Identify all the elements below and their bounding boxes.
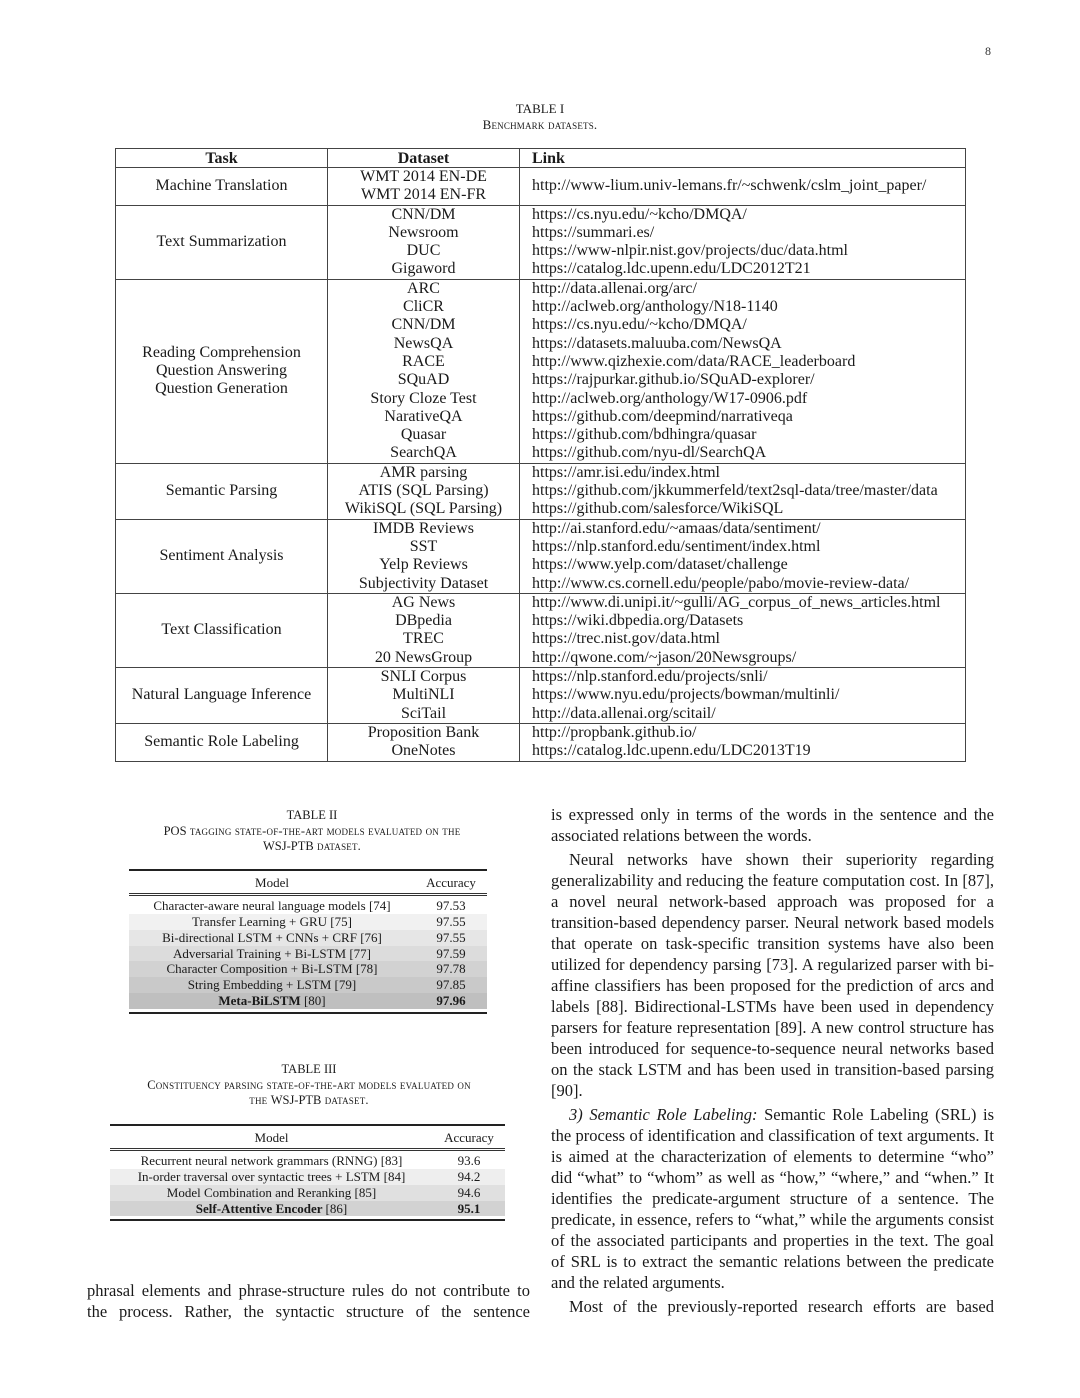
link-cell-line[interactable]: http://qwone.com/~jason/20Newsgroups/ — [532, 648, 797, 666]
model-cell — [129, 898, 415, 914]
dataset-cell-line: Yelp Reviews — [379, 556, 468, 574]
section-heading-srl: 3) Semantic Role Labeling: — [569, 1105, 758, 1124]
dataset-cell — [328, 593, 520, 667]
model-cell — [129, 993, 415, 1009]
link-cell-line[interactable]: https://cs.nyu.edu/~kcho/DMQA/ — [532, 316, 747, 334]
dataset-cell-line: WMT 2014 EN-FR — [360, 186, 487, 204]
dataset-cell-line: SST — [409, 537, 438, 555]
task-cell-line: Semantic Parsing — [165, 482, 278, 500]
dataset-cell — [328, 279, 520, 463]
link-cell-line[interactable]: http://www.qizhexie.com/data/RACE_leaderboard — [532, 352, 856, 370]
citation-ref[interactable]: [78] — [355, 961, 378, 977]
table3-caption-dataset: dataset. — [321, 1093, 369, 1107]
table-row — [110, 1185, 505, 1201]
link-cell-line[interactable]: https://github.com/deepmind/narrativeqa — [532, 407, 793, 425]
header-model: Model — [254, 1130, 289, 1145]
model-cell — [110, 1201, 433, 1217]
header-dataset: Dataset — [328, 149, 520, 168]
citation-ref[interactable]: [75] — [330, 914, 352, 930]
dataset-cell-line: ARC — [407, 279, 440, 297]
citation-ref[interactable]: [80] — [303, 993, 326, 1009]
accuracy-cell: 97.55 — [436, 914, 466, 930]
accuracy-cell: 97.85 — [436, 977, 466, 993]
table1-row — [116, 668, 966, 724]
accuracy-cell: 97.55 — [436, 929, 466, 945]
dataset-cell-line: DBpedia — [395, 612, 452, 630]
table1-label: TABLE I — [515, 101, 565, 116]
table-row — [129, 898, 487, 914]
table3-label: TABLE III — [281, 1062, 337, 1076]
left-column — [87, 1280, 530, 1322]
header-accuracy: Accuracy — [426, 875, 476, 890]
dataset-cell-line: IMDB Reviews — [373, 519, 474, 537]
dataset-cell-line: SNLI Corpus — [380, 668, 467, 686]
table2-wrapper — [129, 869, 487, 1014]
link-cell — [520, 723, 966, 761]
dataset-cell-line: MultiNLI — [392, 686, 455, 704]
dataset-cell-line: ATIS (SQL Parsing) — [358, 482, 489, 500]
left-column-paragraph: phrasal elements and phrase-structure rules do not contribute to the process. Rather, the syntactic structure of the sentence — [87, 1281, 530, 1321]
dataset-cell — [328, 519, 520, 593]
dataset-cell — [328, 205, 520, 279]
link-cell-line[interactable]: http://data.allenai.org/arc/ — [532, 279, 697, 297]
model-name: Character-aware neural language models — [153, 898, 366, 914]
task-cell-line: Natural Language Inference — [131, 686, 312, 704]
link-cell-line[interactable]: https://datasets.maluuba.com/NewsQA — [532, 334, 782, 352]
dataset-cell-line: Newsroom — [388, 223, 459, 241]
citation-ref[interactable]: [79] — [334, 977, 357, 993]
table1-row — [116, 205, 966, 279]
dataset-cell-line: WikiSQL (SQL Parsing) — [344, 500, 503, 518]
link-cell-line[interactable]: http://aclweb.org/anthology/W17-0906.pdf — [532, 389, 808, 407]
table1-title: Benchmark datasets. — [482, 117, 598, 132]
dataset-cell-line: Story Cloze Test — [370, 389, 477, 407]
citation-ref[interactable]: [85] — [354, 1184, 377, 1200]
model-cell — [110, 1185, 433, 1201]
link-cell-line[interactable]: https://nlp.stanford.edu/sentiment/index.html — [532, 537, 821, 555]
dataset-cell — [328, 668, 520, 724]
accuracy-cell: 95.1 — [457, 1200, 481, 1216]
bottomrule — [110, 1216, 505, 1220]
pos-tagging-table — [129, 869, 487, 1014]
link-cell-line[interactable]: https://amr.isi.edu/index.html — [532, 463, 720, 481]
link-cell-line[interactable]: https://catalog.ldc.upenn.edu/LDC2012T21 — [532, 260, 811, 278]
link-cell — [520, 279, 966, 463]
table-row — [129, 977, 487, 993]
page-number: 8 — [985, 44, 991, 58]
dataset-cell — [328, 723, 520, 761]
citation-ref[interactable]: [84] — [383, 1169, 406, 1185]
link-cell — [520, 593, 966, 667]
link-cell-line[interactable]: https://github.com/bdhingra/quasar — [532, 426, 757, 444]
table-row — [129, 914, 487, 930]
link-cell-line[interactable]: http://propbank.github.io/ — [532, 723, 697, 741]
task-cell-line: Machine Translation — [155, 177, 288, 195]
model-name: Recurrent neural network grammars (RNNG) — [140, 1153, 378, 1169]
table-row — [110, 1169, 505, 1185]
link-cell-line[interactable]: https://github.com/nyu-dl/SearchQA — [532, 444, 767, 462]
link-cell — [520, 463, 966, 519]
task-cell-line: Reading Comprehension — [142, 343, 301, 361]
table2-label: TABLE II — [286, 808, 338, 822]
link-cell-line[interactable]: https://github.com/salesforce/WikiSQL — [532, 500, 784, 518]
task-cell — [116, 205, 328, 279]
table1-row — [116, 168, 966, 206]
table3-caption-line1: Constituency parsing state-of-the-art models evaluated on — [147, 1077, 471, 1092]
table1-header-row — [116, 149, 966, 168]
model-cell — [129, 977, 415, 993]
table2-caption — [112, 808, 512, 855]
benchmark-datasets-table — [115, 148, 966, 762]
dataset-cell — [328, 168, 520, 206]
accuracy-cell: 93.6 — [457, 1153, 481, 1169]
link-cell-line[interactable]: https://trec.nist.gov/data.html — [532, 630, 720, 648]
dataset-cell-line: CNN/DM — [391, 316, 456, 334]
link-cell — [520, 168, 966, 206]
accuracy-cell: 97.53 — [436, 898, 466, 914]
table-row — [129, 930, 487, 946]
paragraph-1: is expressed only in terms of the words in the sentence and the associated relations between the words. — [551, 805, 994, 845]
dataset-cell-line: Proposition Bank — [367, 723, 480, 741]
table2-caption-pos: POS — [163, 823, 187, 838]
link-cell-line[interactable]: http://ai.stanford.edu/~amaas/data/sentiment/ — [532, 519, 821, 537]
model-name: Self-Attentive Encoder — [195, 1200, 323, 1216]
link-cell-line[interactable]: http://aclweb.org/anthology/N18-1140 — [532, 298, 778, 316]
table-row — [129, 993, 487, 1009]
dataset-cell-line: WMT 2014 EN-DE — [360, 168, 487, 185]
dataset-cell-line: AG News — [391, 593, 456, 611]
dataset-cell-line: CNN/DM — [391, 205, 456, 223]
dataset-cell-line: DUC — [406, 242, 441, 260]
citation-ref[interactable]: [83] — [380, 1153, 403, 1169]
link-cell-line[interactable]: https://rajpurkar.github.io/SQuAD-explorer/ — [532, 371, 815, 389]
table-row — [129, 961, 487, 977]
table1-row — [116, 519, 966, 593]
model-cell — [110, 1169, 433, 1185]
model-name: Adversarial Training + Bi-LSTM — [173, 945, 347, 961]
dataset-cell-line: NewsQA — [393, 334, 454, 352]
dataset-cell-line: TREC — [403, 630, 444, 648]
citation-ref[interactable]: [86] — [325, 1200, 348, 1216]
dataset-cell-line: AMR parsing — [379, 463, 468, 481]
model-name: Bi-directional LSTM + CNNs + CRF — [162, 929, 357, 945]
table2-caption-dataset: dataset. — [313, 839, 362, 853]
citation-ref[interactable]: [76] — [360, 929, 382, 945]
table3-caption-wsj: WSJ-PTB — [270, 1093, 322, 1107]
link-cell-line[interactable]: https://www.yelp.com/dataset/challenge — [532, 556, 788, 574]
link-cell-line[interactable]: http://www-lium.univ-lemans.fr/~schwenk/cslm_joint_paper/ — [532, 177, 927, 195]
constituency-parsing-table — [110, 1124, 505, 1221]
right-column — [551, 804, 994, 1317]
model-name: In-order traversal over syntactic trees + LSTM — [137, 1169, 381, 1185]
accuracy-cell: 94.6 — [457, 1184, 481, 1200]
table1-body — [116, 168, 966, 762]
table-row — [129, 946, 487, 962]
dataset-cell-line: OneNotes — [391, 742, 456, 760]
task-cell-line: Sentiment Analysis — [159, 547, 284, 565]
citation-ref[interactable]: [74] — [368, 898, 391, 914]
link-cell-line[interactable]: https://summari.es/ — [532, 223, 655, 241]
table1-row — [116, 593, 966, 667]
task-cell — [116, 593, 328, 667]
task-cell — [116, 168, 328, 206]
table1-row — [116, 723, 966, 761]
dataset-cell-line: Quasar — [400, 426, 447, 444]
task-cell-line: Text Classification — [161, 621, 282, 639]
link-cell-line[interactable]: http://www.di.unipi.it/~gulli/AG_corpus_of_news_articles.html — [532, 593, 941, 611]
task-cell — [116, 519, 328, 593]
dataset-cell-line: NarativeQA — [384, 407, 463, 425]
table1-row — [116, 279, 966, 463]
task-cell — [116, 279, 328, 463]
link-cell-line[interactable]: https://wiki.dbpedia.org/Datasets — [532, 612, 744, 630]
link-cell — [520, 519, 966, 593]
link-cell-line[interactable]: http://www.cs.cornell.edu/people/pabo/movie-review-data/ — [532, 574, 910, 592]
table2-body — [129, 894, 487, 1013]
link-cell-line[interactable]: https://nlp.stanford.edu/projects/snli/ — [532, 668, 768, 686]
link-cell — [520, 205, 966, 279]
model-cell — [129, 961, 415, 977]
task-cell — [116, 723, 328, 761]
link-cell-line[interactable]: https://github.com/jkkummerfeld/text2sql-data/tree/master/data — [532, 482, 938, 500]
task-cell — [116, 463, 328, 519]
accuracy-cell: 94.2 — [457, 1169, 481, 1185]
model-cell — [129, 946, 415, 962]
model-name: Transfer Learning + GRU — [192, 914, 328, 930]
citation-ref[interactable]: [77] — [349, 945, 371, 961]
model-cell — [129, 930, 415, 946]
bottomrule — [129, 1009, 487, 1013]
table3-wrapper — [110, 1124, 505, 1221]
paragraph-3-text: Semantic Role Labeling (SRL) is the process of identification and classification of text arguments. It is aimed at the characterization of elements to determine “who” did “what” to “whom” as well as “how,” “where,” and “when.” It identifies the predicate-argument structure of a sentence. The predicate, in essence, refers to “what,” while the arguments consist of the associated participants and properties in the text. The goal of SRL is to extract the semantic relations between the predicate and the related arguments. — [551, 1105, 995, 1292]
accuracy-cell: 97.59 — [436, 945, 466, 961]
model-name: Model Combination and Reranking — [166, 1184, 352, 1200]
dataset-cell-line: 20 NewsGroup — [374, 648, 473, 666]
table3-caption — [92, 1062, 526, 1109]
task-cell — [116, 668, 328, 724]
table2-caption-wsj: WSJ-PTB — [262, 839, 314, 853]
dataset-cell-line: CliCR — [403, 298, 444, 316]
table2-header-row — [129, 870, 487, 894]
task-cell-line: Semantic Role Labeling — [144, 733, 299, 751]
table1-caption — [115, 101, 965, 133]
model-cell — [129, 914, 415, 930]
link-cell-line[interactable]: https://cs.nyu.edu/~kcho/DMQA/ — [532, 205, 747, 223]
link-cell-line[interactable]: https://catalog.ldc.upenn.edu/LDC2013T19 — [532, 742, 811, 760]
dataset-cell-line: RACE — [402, 352, 445, 370]
dataset-cell-line: Subjectivity Dataset — [358, 574, 489, 592]
header-model: Model — [255, 875, 289, 890]
dataset-cell-line: Gigaword — [391, 260, 456, 278]
paragraph-3 — [551, 1104, 994, 1293]
table1-row — [116, 463, 966, 519]
dataset-cell-line: SciTail — [400, 704, 447, 722]
table2-caption-text: tagging state-of-the-art models evaluated on the — [186, 823, 461, 838]
table3-body — [110, 1149, 505, 1220]
dataset-cell-line: SearchQA — [390, 444, 457, 462]
header-task: Task — [116, 149, 328, 168]
table3-header-row — [110, 1125, 505, 1149]
link-cell-line[interactable]: https://www.nyu.edu/projects/bowman/multinli/ — [532, 686, 840, 704]
paragraph-2: Neural networks have shown their superiority regarding generalizability and reducing the feature computation cost. In [87], a novel neural network-based approach was proposed for a transition-based dependency parser. Neural network based models that operate on task-specific transition systems have also been utilized for dependency parsing [73]. A regularized parser with bi-affine classifiers has been proposed for the prediction of arcs and labels [88]. Bidirectional-LSTMs have been used in dependency parsers for feature representation [89]. A new control structure has been introduced for sequence-to-sequence neural networks based on the stack LSTM and has been used in transition-based parsing [90]. — [551, 850, 994, 1100]
link-cell-line[interactable]: https://www-nlpir.nist.gov/projects/duc/data.html — [532, 242, 848, 260]
header-link: Link — [520, 149, 966, 168]
dataset-cell — [328, 463, 520, 519]
header-accuracy: Accuracy — [444, 1130, 494, 1145]
accuracy-cell: 97.78 — [436, 961, 466, 977]
link-cell — [520, 668, 966, 724]
model-cell — [110, 1153, 433, 1169]
paragraph-4: Most of the previously-reported research efforts are based — [569, 1297, 994, 1316]
model-name: Character Composition + Bi-LSTM — [166, 961, 353, 977]
model-name: Meta-BiLSTM — [218, 993, 301, 1009]
link-cell-line[interactable]: http://data.allenai.org/scitail/ — [532, 704, 716, 722]
task-cell-line: Question Answering — [155, 362, 288, 380]
model-name: String Embedding + LSTM — [187, 977, 332, 993]
table-row — [110, 1153, 505, 1169]
table3-caption-the: the — [249, 1093, 271, 1107]
dataset-cell-line: SQuAD — [397, 371, 450, 389]
table-row — [110, 1201, 505, 1217]
task-cell-line: Question Generation — [155, 380, 288, 398]
accuracy-cell: 97.96 — [436, 993, 466, 1009]
task-cell-line: Text Summarization — [156, 233, 287, 251]
